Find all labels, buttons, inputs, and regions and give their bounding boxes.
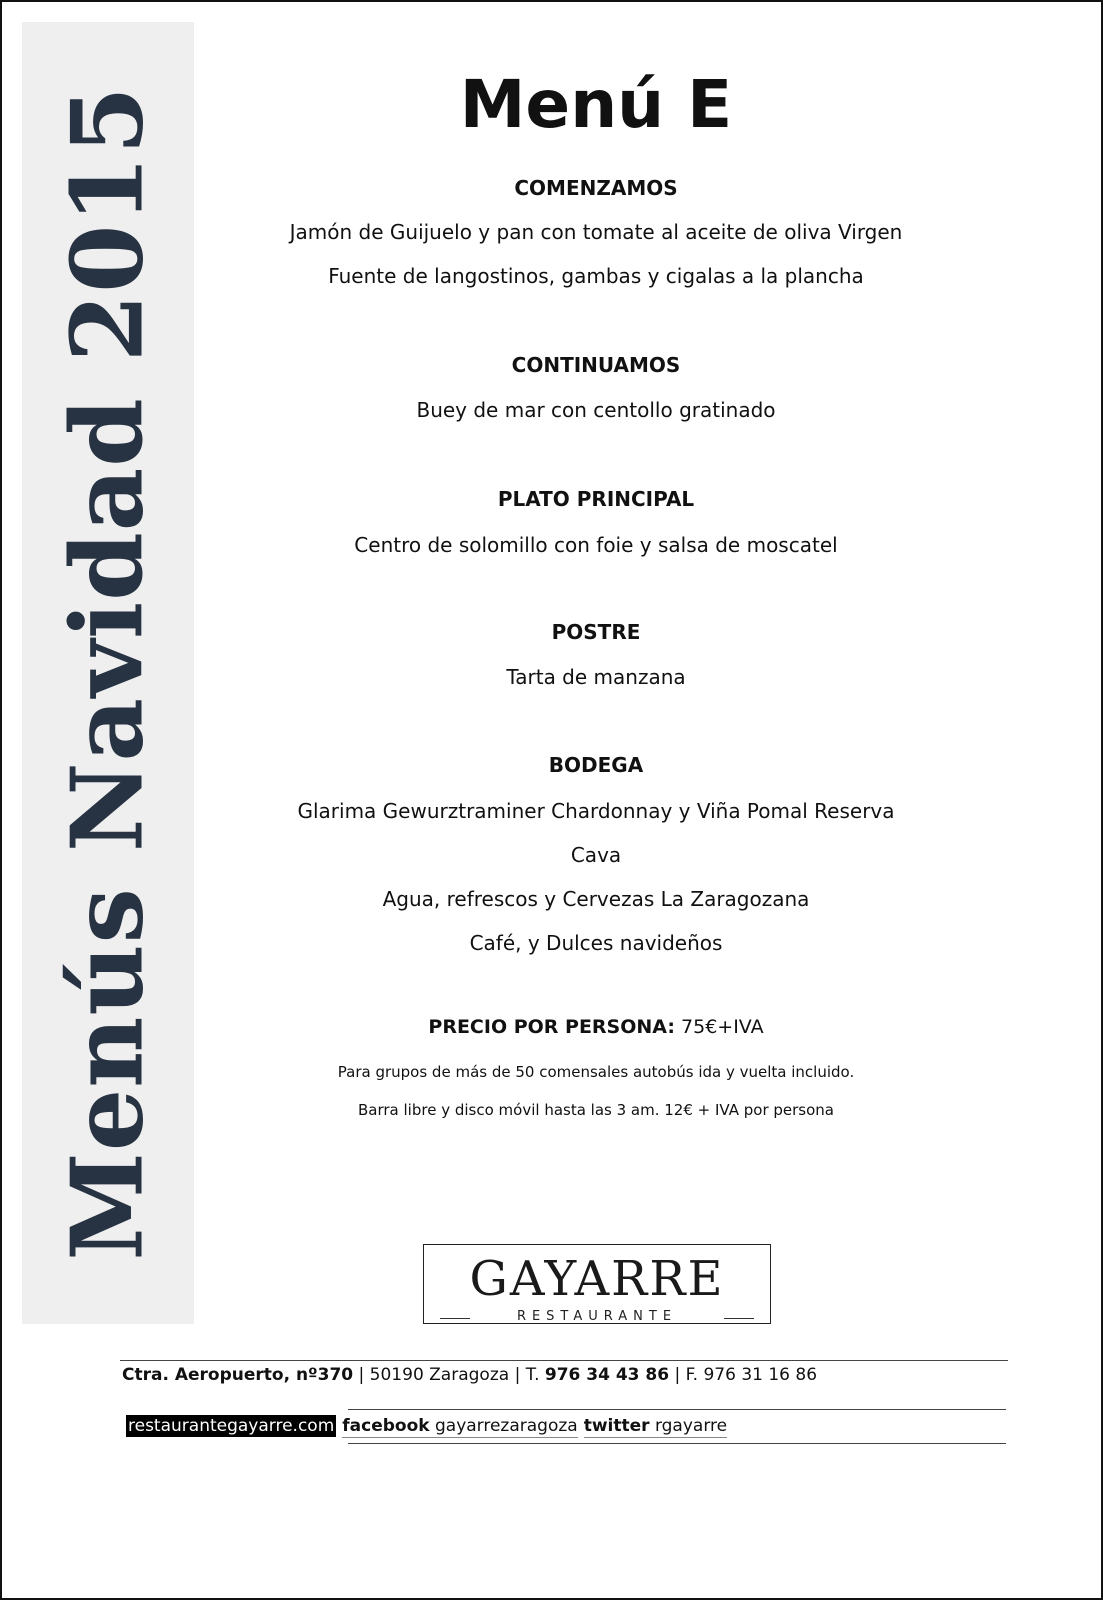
twitter-link[interactable] (584, 1416, 727, 1438)
price-line (196, 1016, 996, 1038)
facebook-handle: gayarrezaragoza (429, 1416, 578, 1436)
menu-item: Centro de solomillo con foie y salsa de moscatel (354, 533, 838, 557)
address-street: Ctra. Aeropuerto, nº370 (122, 1365, 354, 1385)
section-heading-comenzamos: COMENZAMOS (514, 176, 678, 200)
logo-name: GAYARRE (469, 1251, 725, 1307)
section-heading-continuamos: CONTINUAMOS (511, 353, 681, 377)
menu-item: Café, y Dulces navideños (469, 931, 723, 955)
website-link[interactable]: restaurantegayarre.com (128, 1416, 335, 1436)
footer-links (126, 1416, 727, 1438)
menu-title: Menú E (459, 66, 733, 143)
footer-divider (348, 1409, 1006, 1410)
menu-item: Buey de mar con centollo gratinado (416, 398, 776, 422)
price-label: PRECIO POR PERSONA: (428, 1016, 675, 1038)
side-vertical-title: Menús Navidad 2015 (50, 85, 166, 1261)
price-note: Para grupos de más de 50 comensales autobús ida y vuelta incluido. (337, 1063, 855, 1081)
address-city: | 50190 Zaragoza | T. (353, 1365, 545, 1385)
twitter-handle: rgayarre (649, 1416, 728, 1436)
phone-number: 976 34 43 86 (544, 1365, 670, 1385)
menu-item: Agua, refrescos y Cervezas La Zaragozana (382, 887, 810, 911)
menu-item: Cava (570, 843, 622, 867)
section-heading-plato-principal: PLATO PRINCIPAL (497, 487, 695, 511)
restaurant-logo (423, 1244, 771, 1324)
footer-divider (120, 1360, 1008, 1361)
price-value: 75€+IVA (681, 1016, 764, 1038)
footer-address (122, 1365, 817, 1385)
footer-divider (348, 1443, 1006, 1444)
price-note: Barra libre y disco móvil hasta las 3 am. 12€ + IVA por persona (358, 1101, 834, 1119)
fax-number: | F. 976 31 16 86 (669, 1365, 818, 1385)
section-heading-postre: POSTRE (551, 620, 641, 644)
menu-item: Tarta de manzana (506, 665, 686, 689)
menu-item: Glarima Gewurztraminer Chardonnay y Viña Pomal Reserva (297, 799, 895, 823)
facebook-link[interactable] (342, 1416, 577, 1438)
logo-subtitle: RESTAURANTE (516, 1309, 678, 1324)
section-heading-bodega: BODEGA (548, 753, 644, 777)
menu-item: Jamón de Guijuelo y pan con tomate al aceite de oliva Virgen (289, 220, 903, 244)
menu-item: Fuente de langostinos, gambas y cigalas a la plancha (328, 264, 864, 288)
twitter-label: twitter (583, 1416, 650, 1436)
facebook-label: facebook (342, 1416, 430, 1436)
logo-subtitle-row (440, 1309, 754, 1329)
